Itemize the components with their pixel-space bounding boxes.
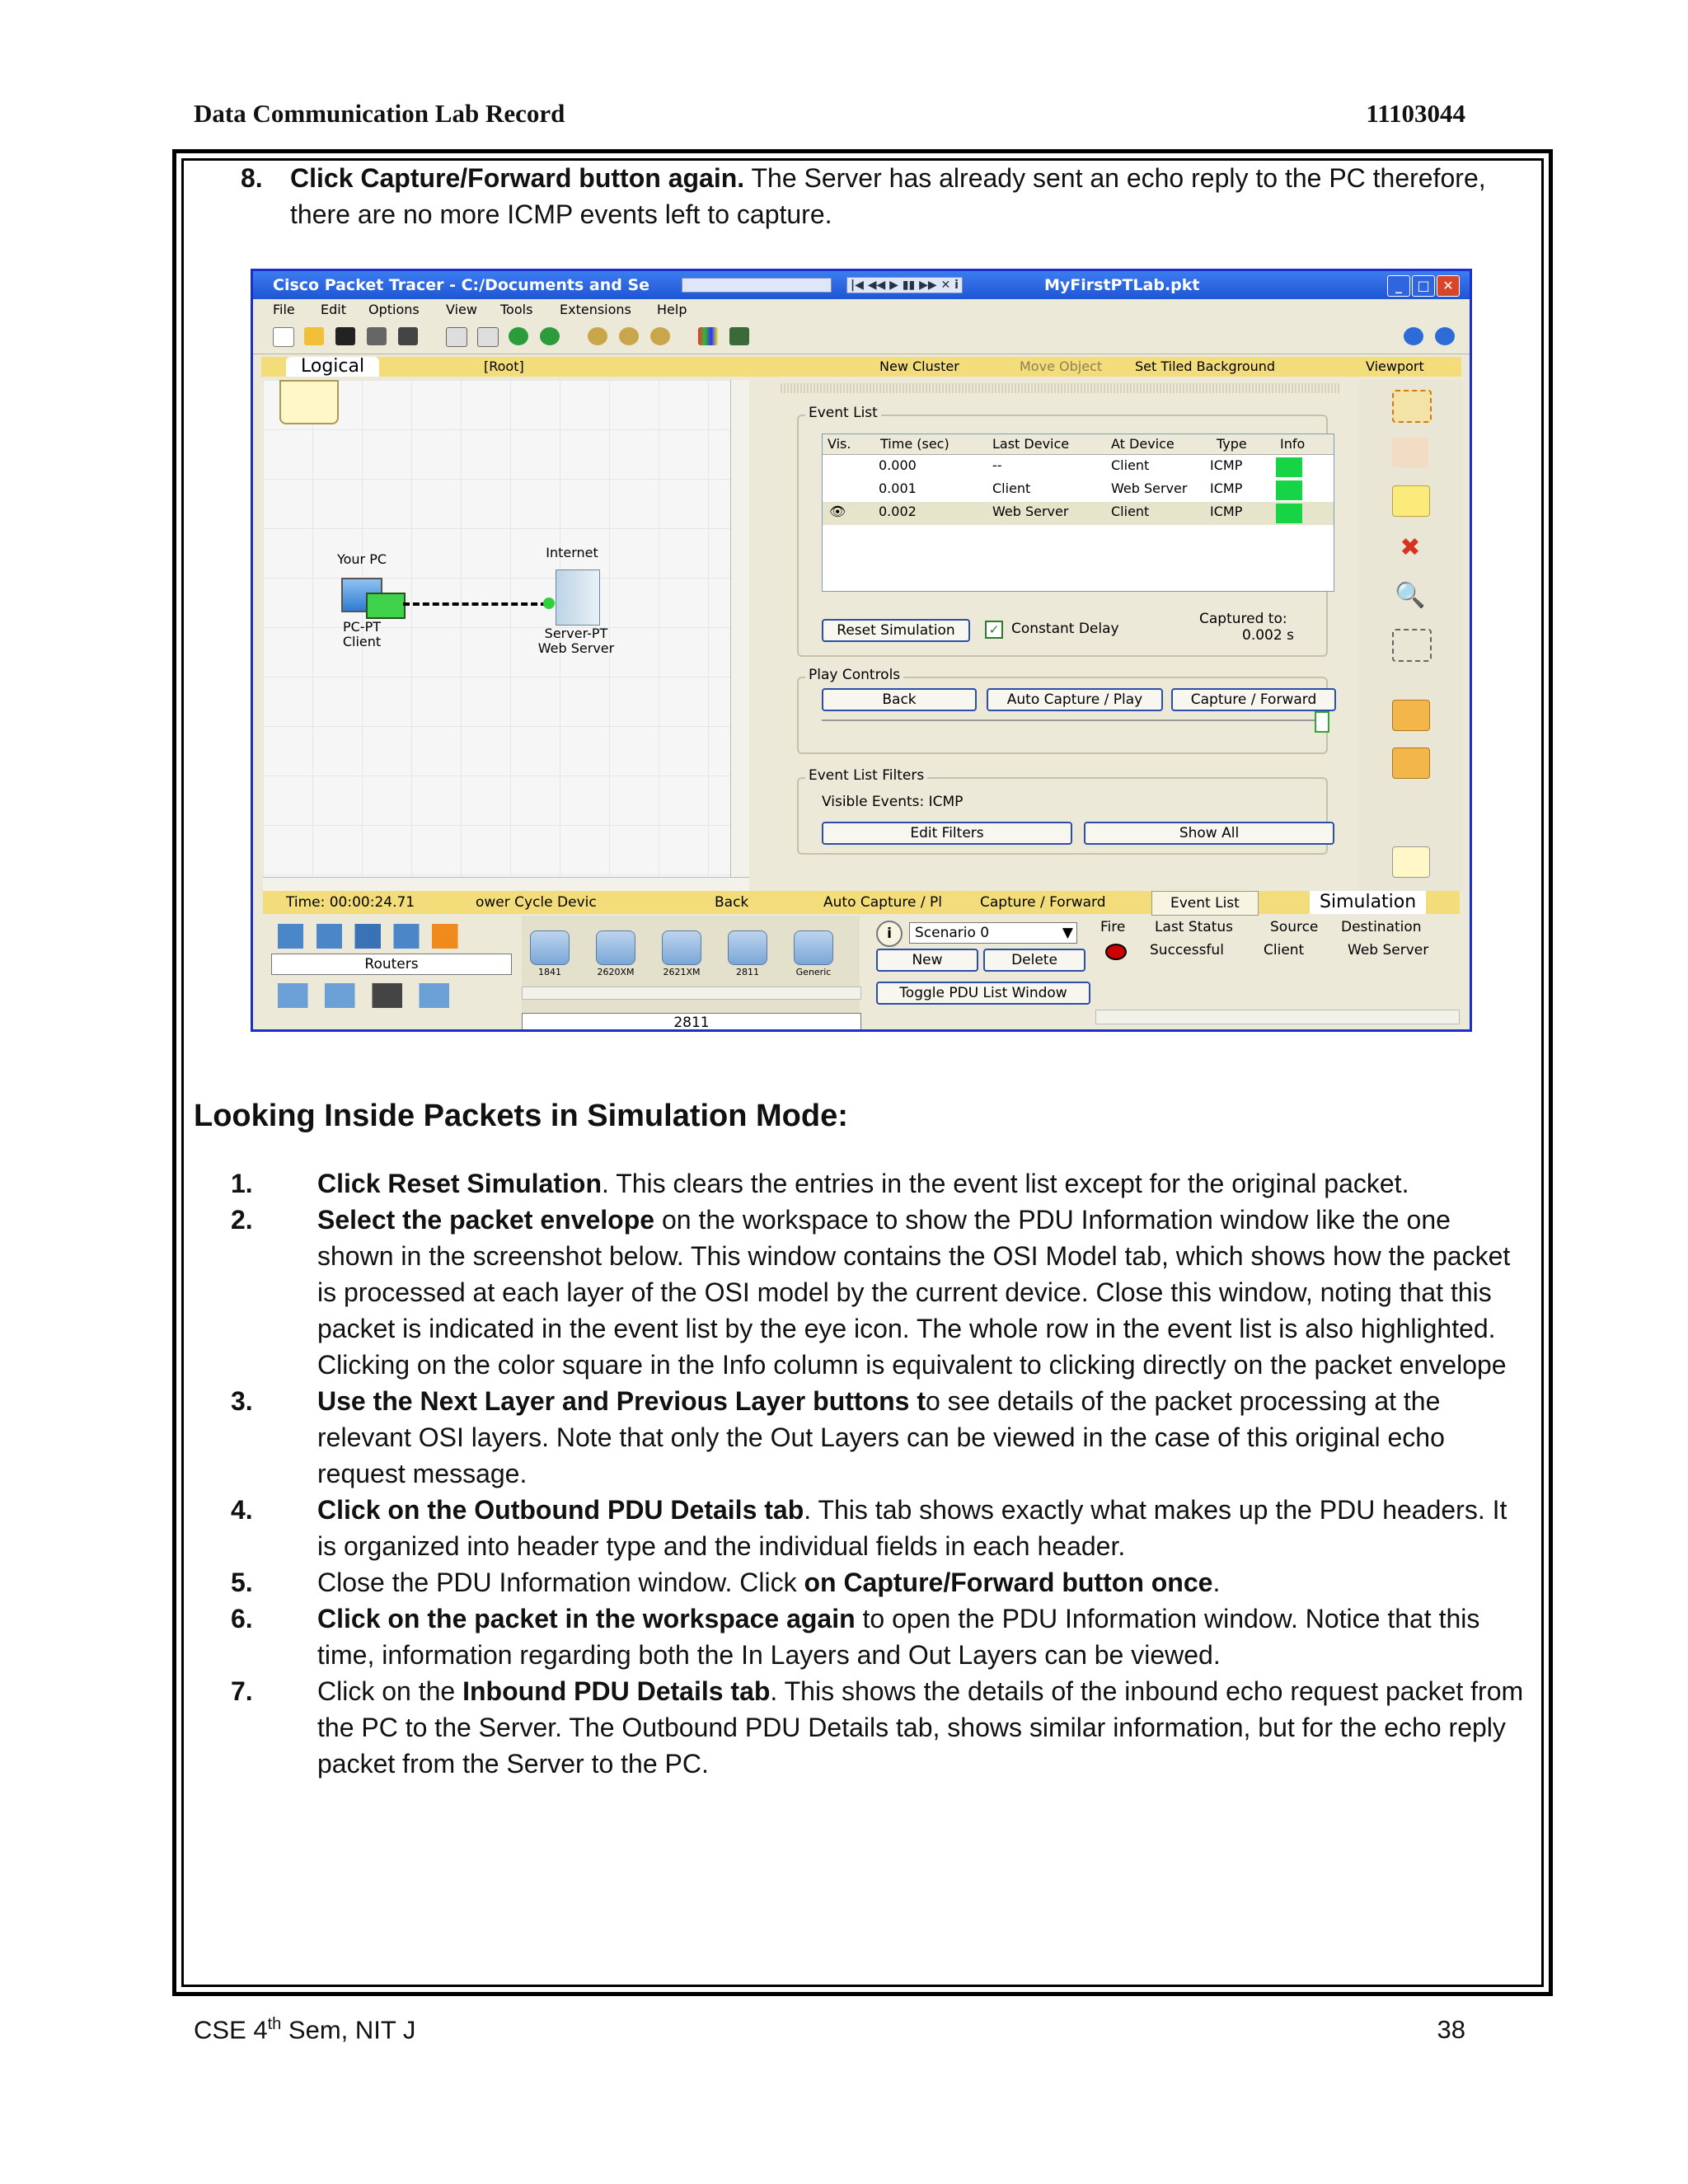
router-2620xm-icon[interactable] [596,930,635,977]
back-button[interactable]: Back [822,688,977,711]
internet-label: Internet [546,545,598,560]
new-scenario-button[interactable]: New [876,949,978,972]
move-object-button[interactable]: Move Object [1020,359,1103,374]
server-name-label: Web Server [537,640,615,656]
status-auto-capture-button[interactable]: Auto Capture / Pl [823,894,942,911]
row-type: ICMP [1210,504,1243,519]
menu-edit[interactable]: Edit [321,302,346,317]
playback-slider[interactable] [682,278,832,293]
step-number: 4. [231,1495,253,1525]
event-list-toggle[interactable]: Event List [1151,891,1259,916]
step-number: 5. [231,1568,253,1597]
delete-scenario-button[interactable]: Delete [983,949,1085,972]
window-title: Cisco Packet Tracer - C:/Documents and Se [273,276,650,294]
row-time: 0.001 [879,480,917,496]
select-icon[interactable] [1392,390,1432,423]
row-last-device: Web Server [992,504,1069,519]
row-time: 0.000 [879,457,917,473]
list-item [231,1492,1525,1564]
packet-tracer-screenshot [251,269,1472,1032]
step-text: Click on the [317,1676,463,1706]
pdu-destination: Web Server [1348,942,1429,958]
step-text: o see details of the packet processing at the relevant OSI layers. Note that only the Out Layers can be viewed in the case of this original echo request message. [317,1386,1445,1488]
eye-icon: 👁 [829,504,846,519]
reset-simulation-button[interactable]: Reset Simulation [822,619,970,642]
step-text: . This clears the entries in the event list except for the original packet. [601,1169,1409,1198]
table-row[interactable] [823,456,1334,479]
activity-wizard-icon[interactable] [398,327,418,345]
new-file-icon[interactable] [273,327,294,347]
model-label: 2811 [736,967,759,977]
footer-course [194,2015,415,2045]
selected-model-label: 2811 [673,1015,710,1031]
pdu-col-fire: Fire [1100,919,1126,935]
device-dialog-icon[interactable] [729,327,749,345]
logical-workspace[interactable] [263,380,749,891]
open-folder-icon[interactable] [304,327,324,345]
row-last-device: Client [992,480,1031,496]
zoom-in-icon[interactable] [588,327,607,345]
router-1841-icon[interactable] [530,930,570,977]
pc-type-label: PC-PT [342,619,381,635]
time-display: Time: 00:00:24.71 [286,894,415,911]
footer-course-sup: th [267,2015,282,2033]
viewport-button[interactable]: Viewport [1366,359,1424,374]
model-label: 2620XM [597,967,635,977]
menu-help[interactable]: Help [657,302,687,317]
inspect-icon[interactable]: 🔍 [1395,581,1426,610]
redo-icon[interactable] [540,327,560,345]
pdu-col-last-status: Last Status [1155,919,1233,935]
window-title-bar [253,271,1470,299]
menu-extensions[interactable]: Extensions [560,302,631,317]
row-time: 0.002 [879,504,917,519]
note-icon[interactable] [1392,485,1430,517]
pdu-source: Client [1264,942,1305,958]
info-color-square[interactable] [1276,457,1302,477]
envelope-icon[interactable] [366,593,406,619]
play-speed-slider[interactable] [822,719,1316,721]
workspace-vertical-scrollbar[interactable] [730,380,749,883]
device-category-box[interactable] [271,954,512,975]
list-item [231,1383,1525,1492]
status-back-button[interactable]: Back [715,894,749,911]
scenario-info-icon[interactable]: i [876,921,903,947]
col-type: Type [1217,436,1247,452]
menu-tools[interactable]: Tools [500,302,533,317]
simulation-mode-icon[interactable] [1392,846,1430,878]
footer-course-a: CSE 4 [194,2015,268,2045]
status-capture-forward-button[interactable]: Capture / Forward [980,894,1106,911]
header-title: Data Communication Lab Record [194,99,565,128]
menu-options[interactable]: Options [368,302,420,317]
zoom-out-icon[interactable] [650,327,670,345]
step-bold-2: on Capture/Forward button once [804,1568,1213,1597]
step-text: to open the PDU Information window. Notice that this time, information regarding both the In Layers and Out Layers can be viewed. [317,1604,1480,1670]
step-bold-2: Inbound PDU Details tab [462,1676,771,1706]
print-icon[interactable] [367,327,387,345]
pc-name-label: Client [342,634,382,649]
logical-tab[interactable]: Logical [286,357,379,377]
step-text-2: . This shows the details of the inbound echo request packet from the PC to the Server. The Outbound PDU Details tab, shows similar information, but for the echo reply packet from the Server to the PC. [317,1676,1524,1779]
common-tools-bar [1359,380,1463,891]
menu-bar [253,299,1470,321]
router-2621xm-icon[interactable] [662,930,701,977]
step-bold: Click Reset Simulation [317,1169,602,1198]
add-simple-pdu-icon[interactable] [1392,700,1430,731]
table-row[interactable] [823,479,1334,502]
undo-icon[interactable] [509,327,528,345]
col-last-device: Last Device [992,436,1070,452]
list-item [231,1601,1525,1673]
help-icon[interactable] [1435,327,1455,345]
step-number: 1. [231,1169,253,1198]
list-item [231,1564,1525,1601]
event-list-label: Event List [805,405,881,421]
model-label: 2621XM [663,967,701,977]
resize-shape-icon[interactable] [1392,629,1432,662]
window-title-file: MyFirstPTLab.pkt [1044,276,1200,294]
step-number: 2. [231,1205,253,1235]
device-models [522,916,860,1013]
step-number: 7. [231,1676,253,1706]
tiled-background-button[interactable]: Set Tiled Background [1135,359,1276,374]
device-panel [253,916,1470,1029]
step-text: The Server has already sent an echo reply to the PC therefore, there are no more ICMP events left to capture. [290,163,1486,229]
link-light-icon [543,598,555,609]
event-table-header [823,434,1334,455]
col-info: Info [1280,436,1306,452]
save-icon[interactable] [335,327,355,345]
router-2811-icon[interactable] [728,930,767,977]
step-text: . This tab shows exactly what makes up the PDU headers. It is organized into header type and the individual fields in each header. [317,1495,1507,1561]
scenario-select[interactable] [909,922,1077,944]
menu-view[interactable]: View [446,302,477,317]
info-color-square[interactable] [1276,504,1302,523]
close-icon[interactable]: ✕ [1437,275,1460,297]
new-cluster-button[interactable]: New Cluster [879,359,959,374]
edit-filters-button[interactable]: Edit Filters [822,822,1072,845]
selected-model-box [522,1013,861,1032]
model-label: Generic [795,967,832,977]
filters-label: Event List Filters [805,767,927,784]
play-speed-handle[interactable] [1315,711,1329,733]
step-number: 8. [241,163,263,193]
step-text: Close the PDU Information window. Click [317,1568,804,1597]
constant-delay-label: Constant Delay [1011,621,1119,637]
workspace-horizontal-scrollbar[interactable] [263,877,749,891]
footer-course-b: Sem, NIT J [281,2015,416,2045]
pdu-col-source: Source [1270,919,1319,935]
col-vis: Vis. [828,436,851,452]
server-type-label: Server-PT [544,626,608,641]
pdu-col-destination: Destination [1341,919,1422,935]
maximize-icon[interactable]: □ [1412,275,1435,297]
list-item [231,1165,1525,1202]
scenario-value: Scenario 0 [915,925,990,941]
step-bold: Click on the packet in the workspace again [317,1604,856,1633]
router-generic-icon[interactable] [794,930,833,977]
row-type: ICMP [1210,457,1243,473]
root-label: [Root] [484,359,524,374]
step-number: 6. [231,1604,253,1633]
panel-header-strip [781,383,1341,393]
steps-list [231,1165,1525,1782]
models-scrollbar[interactable] [522,987,861,1000]
toolbar [253,321,1470,354]
step-text-2: . [1212,1568,1221,1597]
palette-icon[interactable] [698,327,718,345]
page-number: 38 [1437,2015,1465,2044]
table-row[interactable] [823,502,1334,525]
row-type: ICMP [1210,480,1243,496]
paste-icon[interactable] [477,327,499,347]
play-controls-label: Play Controls [805,667,903,683]
list-item [241,160,1526,232]
minimize-icon[interactable]: _ [1387,275,1410,297]
col-at-device: At Device [1111,436,1175,452]
workspace-bar [261,357,1461,377]
capture-forward-button[interactable]: Capture / Forward [1171,688,1336,711]
step-8-list [241,160,1526,232]
step-bold: Use the Next Layer and Previous Layer buttons t [317,1386,926,1416]
add-complex-pdu-icon[interactable] [1392,748,1430,779]
visible-events-label: Visible Events: ICMP [822,794,964,810]
connection-line [403,602,547,606]
pdu-scrollbar[interactable] [1095,1010,1460,1024]
row-at-device: Client [1111,457,1150,473]
device-category-label: Routers [364,956,419,972]
realtime-status-bar [263,891,1460,914]
simulation-panel [781,380,1349,891]
pdu-status: Successful [1150,942,1224,958]
event-list-table[interactable] [822,434,1334,592]
category-icons [278,924,492,949]
constant-delay-checkbox[interactable]: ✓ [985,621,1003,639]
row-at-device: Client [1111,504,1150,519]
captured-to-label: Captured to: [1199,611,1287,627]
simulation-tab[interactable]: Simulation [1310,891,1426,914]
playback-controls-icon[interactable]: |◀ ◀◀ ▶ ▮▮ ▶▶ ✕ i [846,277,963,293]
col-time: Time (sec) [880,436,950,452]
auto-capture-play-button[interactable]: Auto Capture / Play [987,688,1163,711]
menu-file[interactable]: File [273,302,295,317]
step-bold: Click Capture/Forward button again. [290,163,745,193]
step-bold: Click on the Outbound PDU Details tab [317,1495,804,1525]
fire-indicator-icon[interactable] [1105,944,1127,960]
pdu-list-table[interactable] [1095,916,1458,1024]
row-at-device: Web Server [1111,480,1188,496]
subcategory-icons [278,983,492,1008]
captured-to-value: 0.002 s [1242,627,1294,644]
server-icon[interactable] [556,569,600,626]
step-text: on the workspace to show the PDU Information window like the one shown in the screenshot below. This window contains the OSI Model tab, which shows how the packet is processed at each layer of the OSI model by the current device. Close this window, noting that this packet is indicated in the event list by the eye icon. The whole row in the event list is also highlighted. Clicking on the color square in the Info column is equivalent to clicking directly on the packet envelope [317,1205,1511,1380]
list-item [231,1202,1525,1383]
show-all-button[interactable]: Show All [1084,822,1334,845]
step-number: 3. [231,1386,253,1416]
info-color-square[interactable] [1276,480,1302,500]
list-item [231,1673,1525,1782]
delete-icon[interactable]: ✖ [1400,533,1421,562]
header-roll-number: 11103044 [1366,99,1465,128]
step-bold: Select the packet envelope [317,1205,655,1235]
power-cycle-button[interactable]: ower Cycle Devic [476,894,597,911]
zoom-reset-icon[interactable] [619,327,639,345]
move-layout-icon[interactable] [1392,438,1428,467]
model-label: 1841 [538,967,561,977]
row-last-device: -- [992,457,1002,473]
logical-view-icon[interactable] [279,380,339,424]
section-title: Looking Inside Packets in Simulation Mode: [194,1099,848,1133]
info-icon[interactable] [1404,327,1423,345]
pc-top-label: Your PC [336,551,387,567]
copy-icon[interactable] [446,327,467,347]
chevron-down-icon: ▼ [1062,925,1073,941]
toggle-pdu-list-button[interactable]: Toggle PDU List Window [876,982,1090,1005]
